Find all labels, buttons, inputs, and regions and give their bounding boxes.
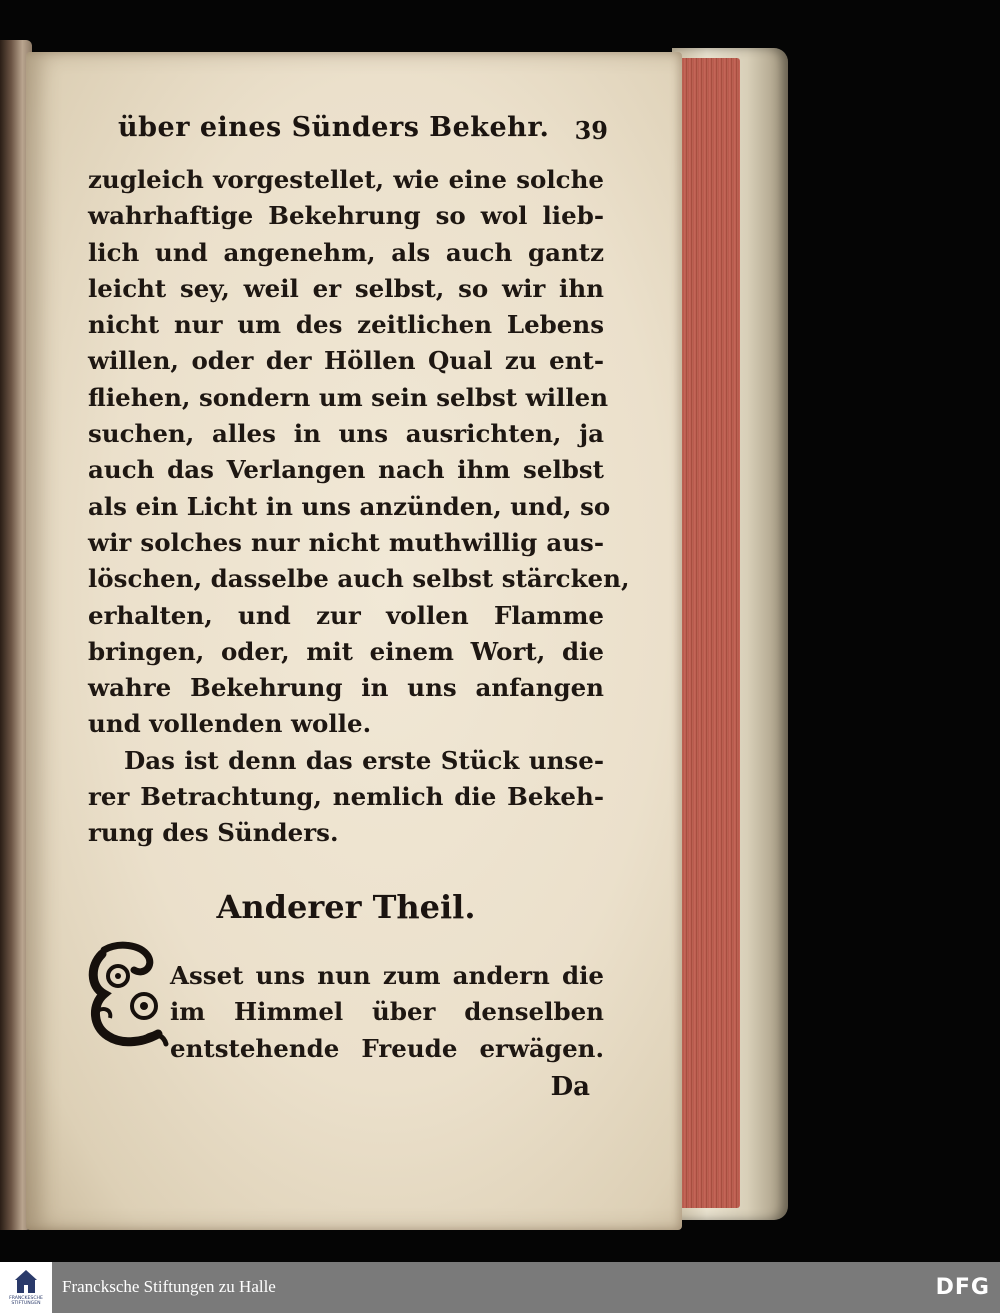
text-line: wahre Bekehrung in uns anfangen — [88, 673, 604, 703]
decorated-initial-letter-icon — [82, 936, 172, 1054]
logo-text: FRANCKESCHE STIFTUNGEN — [9, 1296, 43, 1306]
decorated-initial — [82, 936, 172, 1054]
text-line: bringen, oder, mit einem Wort, die — [88, 636, 604, 666]
text-line: wir solches nur nicht muthwillig aus- — [88, 527, 604, 557]
institution-name: Francksche Stiftungen zu Halle — [62, 1277, 276, 1296]
text-line: entstehende Freude erwägen. — [170, 1033, 604, 1063]
section-heading: Anderer Theil. — [216, 888, 476, 926]
text-line: rung des Sünders. — [88, 818, 339, 848]
final-paragraph — [170, 958, 604, 1067]
text-line: lich und angenehm, als auch gantz — [88, 237, 604, 267]
text-line: nicht nur um des zeitlichen Lebens — [88, 310, 604, 340]
text-line: Das ist denn das erste Stück unse- — [124, 745, 604, 775]
page-number: 39 — [574, 116, 608, 145]
text-line: willen, oder der Höllen Qual zu ent- — [88, 346, 604, 376]
text-line: rer Betrachtung, nemlich die Bekeh- — [88, 782, 604, 812]
institution-logo — [0, 1262, 52, 1313]
text-line: zugleich vorgestellet, wie eine solche — [88, 165, 604, 194]
text-line: auch das Verlangen nach ihm selbst — [88, 455, 604, 485]
body-text — [88, 162, 630, 852]
text-line: löschen, dasselbe auch selbst stärcken, — [88, 564, 630, 594]
text-line: fliehen, sondern um sein selbst willen — [88, 382, 609, 412]
text-line: im Himmel über denselben — [170, 997, 604, 1027]
footer-bar — [0, 1262, 1000, 1313]
running-title: über eines Sünders Bekehr. — [118, 112, 550, 143]
text-line: wahrhaftige Bekehrung so wol lieb- — [88, 201, 604, 231]
building-icon — [13, 1267, 39, 1295]
text-line: und vollenden wolle. — [88, 709, 372, 739]
red-page-edges — [678, 58, 740, 1208]
text-line: leicht sey, weil er selbst, so wir ihn — [88, 273, 604, 303]
catchword: Da — [550, 1072, 590, 1102]
text-line: als ein Licht in uns anzünden, und, so — [88, 491, 611, 521]
text-line: erhalten, und zur vollen Flamme — [88, 600, 604, 630]
dfg-logo: DFG — [935, 1275, 990, 1300]
text-line: suchen, alles in uns ausrichten, ja — [88, 419, 604, 449]
running-head — [118, 112, 608, 152]
text-line: Asset uns nun zum andern die — [170, 961, 604, 990]
